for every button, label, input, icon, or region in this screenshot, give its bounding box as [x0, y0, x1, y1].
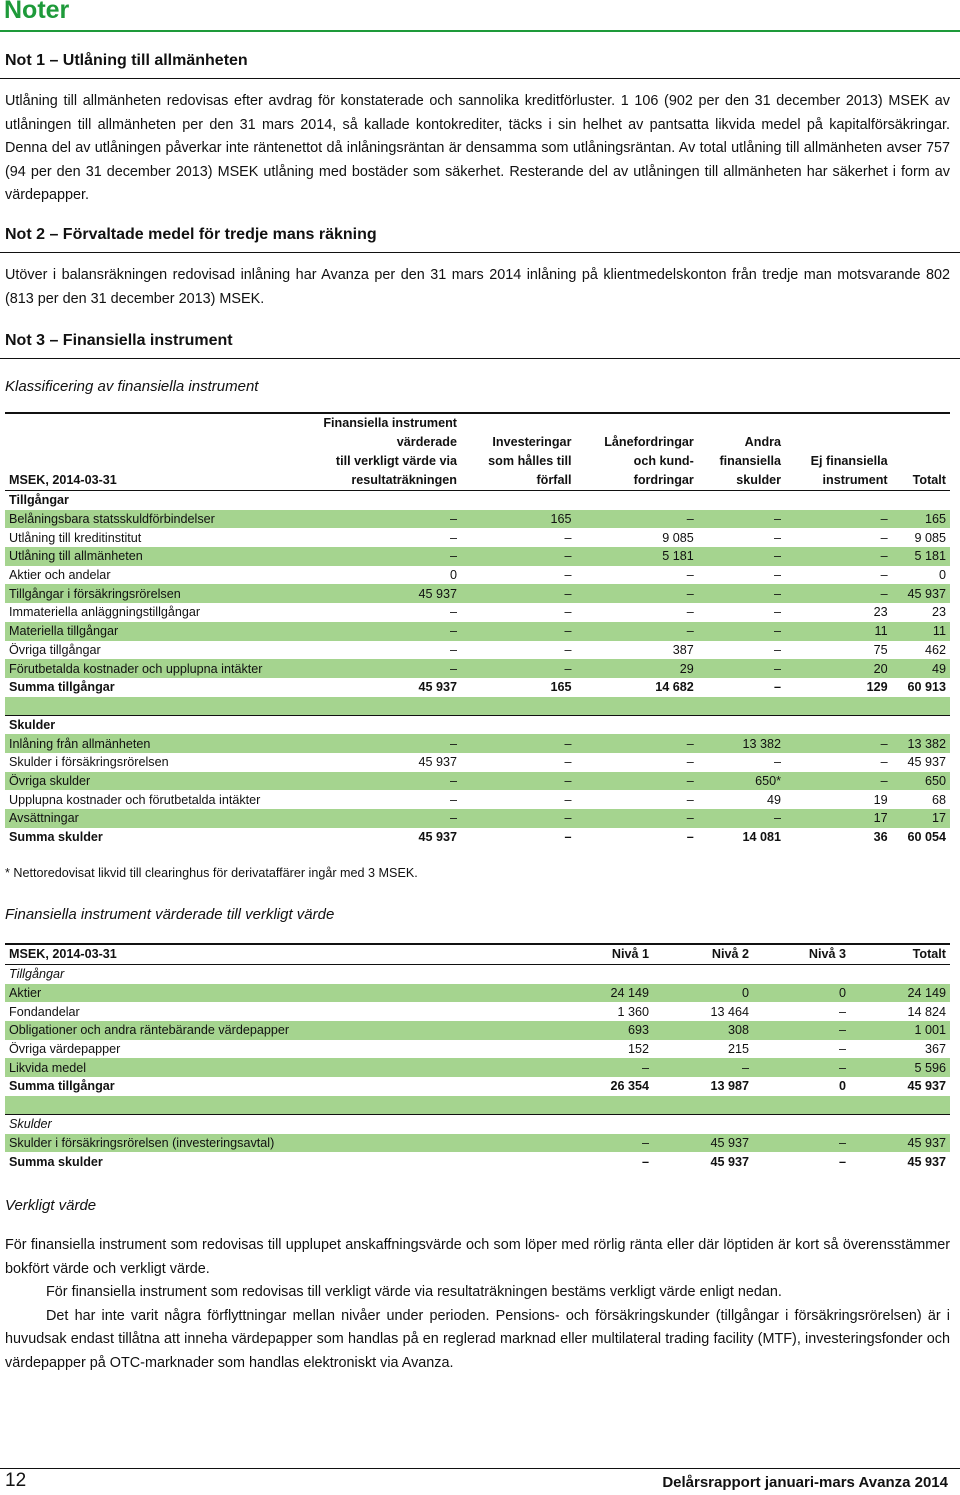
asset-row [5, 1058, 950, 1077]
row-label: Summa skulder [9, 830, 103, 845]
row-value: – [785, 734, 892, 753]
row-value: 650 [892, 772, 950, 791]
row-value: – [564, 755, 572, 770]
row-value: 45 937 [892, 584, 950, 603]
section-label: Skulder [5, 1114, 553, 1133]
row-value: – [575, 772, 697, 791]
row-value: 26 354 [610, 1079, 649, 1094]
row-value: – [564, 792, 572, 807]
table2-date-header: MSEK, 2014-03-31 [5, 944, 553, 965]
row-value: – [575, 584, 697, 603]
row-value: 60 054 [907, 830, 946, 845]
table1-subheading: Klassificering av finansiella instrument [5, 378, 259, 395]
asset-row [5, 566, 950, 585]
row-label: Skulder i försäkringsrörelsen (investeringsavtal) [5, 1134, 553, 1153]
row-label: Fondandelar [9, 1004, 80, 1019]
row-value: – [774, 755, 782, 770]
not1-heading: Not 1 – Utlåning till allmänheten [5, 52, 248, 69]
row-value: – [461, 547, 575, 566]
row-value: 9 085 [662, 530, 694, 545]
fair-value-p1: För finansiella instrument som redovisas till upplupet anskaffningsvärde och som löper med rörlig ränta eller där löptiden är kort så överensstämmer bokfört värde och verkligt värde. [5, 1237, 950, 1277]
row-value: – [283, 510, 461, 529]
section-label: Skulder [5, 715, 283, 734]
row-value: – [564, 530, 572, 545]
row-value: – [838, 1154, 846, 1169]
row-value: 36 [873, 830, 888, 845]
asset-row [5, 1021, 950, 1040]
row-value: – [698, 809, 785, 828]
row-value: 693 [553, 1021, 653, 1040]
row-value: – [564, 830, 572, 845]
row-value: – [686, 755, 694, 770]
row-value: 0 [449, 568, 457, 583]
row-value: 11 [892, 622, 950, 641]
row-value: 165 [892, 510, 950, 529]
row-value: – [283, 622, 461, 641]
row-value: – [449, 642, 457, 657]
footer-rule [0, 1468, 960, 1469]
spacer-row [5, 697, 950, 716]
section-label-row [5, 1114, 950, 1133]
row-value: – [880, 568, 888, 583]
table1-date-header: MSEK, 2014-03-31 [5, 413, 283, 491]
not1-text: Utlåning till allmänheten redovisas efter avdrag för konstaterade och sannolika kreditförluster. 1 106 (902 per den 31 december 2013) MSEK av utlåningen till allmänheten per den 31 mars 2014, så kallade kontokrediter, täcks i sin helhet av pantsatta likvida medel på kapitalförsäkringar. Denna del av utlåningen påverkar inte räntenettot då inlåningsräntan är densamma som utlåningsräntan. Av total utlåning till allmänheten avser 757 (94 per den 31 december 2013) MSEK utlåning med bostäder som säkerhet. Resterande del av utlåningen till allmänheten har säkerhet i form av värdepapper. [5, 93, 950, 203]
not3-heading: Not 3 – Finansiella instrument [5, 332, 233, 349]
fair-value-subheading: Verkligt värde [5, 1197, 97, 1214]
row-value: – [698, 584, 785, 603]
table2-col-level3: Nivå 3 [753, 944, 850, 965]
row-value: 45 937 [418, 680, 457, 695]
row-value: 5 181 [575, 547, 697, 566]
row-value: – [785, 547, 892, 566]
spacer-row [5, 1096, 950, 1115]
classification-table [5, 412, 950, 846]
not2-rule [0, 252, 960, 253]
table1-footnote: * Nettoredovisat likvid till clearinghus för derivataffärer ingår med 3 MSEK. [5, 866, 418, 880]
row-value: 308 [653, 1021, 753, 1040]
liabilities-total-row [5, 1152, 950, 1171]
row-value: – [785, 510, 892, 529]
liabilities-total-row [5, 828, 950, 847]
row-value: 17 [892, 809, 950, 828]
row-value: 0 [838, 1079, 846, 1094]
asset-row [5, 984, 950, 1003]
row-value: 45 937 [418, 755, 457, 770]
row-value: – [653, 1058, 753, 1077]
row-value: 20 [785, 659, 892, 678]
report-name: Delårsrapport januari-mars Avanza 2014 [662, 1474, 948, 1491]
row-value: 0 [653, 984, 753, 1003]
row-value: 13 464 [710, 1004, 749, 1019]
row-value: – [449, 792, 457, 807]
not2-text: Utöver i balansräkningen redovisad inlåning har Avanza per den 31 mars 2014 inlåning på klientmedelskonton från tredje man motsvarande 802 (813 per den 31 december 2013) MSEK. [5, 267, 950, 307]
row-value: 19 [873, 792, 888, 807]
row-label: Materiella tillgångar [5, 622, 283, 641]
fair-value-table [5, 943, 950, 1171]
row-value: 68 [931, 792, 946, 807]
row-value: – [880, 755, 888, 770]
row-label: Obligationer och andra räntebärande värdepapper [5, 1021, 553, 1040]
row-value: – [461, 772, 575, 791]
row-value: 129 [866, 680, 888, 695]
row-value: – [553, 1058, 653, 1077]
row-value: 45 937 [710, 1154, 749, 1169]
table2-subheading: Finansiella instrument värderade till verkligt värde [5, 906, 335, 923]
row-value: – [753, 1058, 850, 1077]
not2-heading: Not 2 – Förvaltade medel för tredje mans räkning [5, 226, 377, 243]
row-value: 165 [461, 510, 575, 529]
table1-col-loans: Lånefordringar och kund- fordringar [575, 413, 697, 491]
row-value: – [838, 1004, 846, 1019]
row-value: – [553, 1134, 653, 1153]
row-value: – [753, 1134, 850, 1153]
row-value: – [564, 642, 572, 657]
row-value: – [575, 809, 697, 828]
row-value: 17 [785, 809, 892, 828]
row-label: Likvida medel [5, 1058, 553, 1077]
row-label: Utlåning till kreditinstitut [9, 530, 142, 545]
row-value: 23 [873, 605, 888, 620]
row-value: 29 [575, 659, 697, 678]
asset-row [5, 510, 950, 529]
row-value: 14 081 [742, 830, 782, 845]
row-value: – [698, 510, 785, 529]
row-value: – [753, 1021, 850, 1040]
row-value: – [461, 622, 575, 641]
title-rule [0, 30, 960, 32]
row-value: – [575, 734, 697, 753]
liability-row [5, 809, 950, 828]
table1-col-fv: Finansiella instrument värderade till verkligt värde via resultaträkningen [283, 413, 461, 491]
row-label: Belåningsbara statsskuldförbindelser [5, 510, 283, 529]
row-value: – [698, 659, 785, 678]
row-value: – [686, 605, 694, 620]
row-value: – [461, 659, 575, 678]
row-label: Tillgångar i försäkringsrörelsen [5, 584, 283, 603]
row-value: – [449, 530, 457, 545]
row-value: 152 [627, 1042, 649, 1057]
row-value: 13 382 [698, 734, 785, 753]
row-value: – [575, 510, 697, 529]
asset-row [5, 1002, 950, 1021]
row-value: 13 382 [892, 734, 950, 753]
asset-row [5, 528, 950, 547]
row-value: – [686, 792, 694, 807]
row-value: – [880, 530, 888, 545]
page-title: Noter [4, 0, 70, 24]
row-label: Förutbetalda kostnader och upplupna intäkter [5, 659, 283, 678]
row-label: Aktier och andelar [9, 568, 111, 583]
liability-row [5, 772, 950, 791]
row-value: – [686, 568, 694, 583]
row-value: 1 360 [617, 1004, 649, 1019]
row-value: 1 001 [850, 1021, 950, 1040]
row-value: – [461, 734, 575, 753]
row-value: 5 596 [850, 1058, 950, 1077]
row-label: Aktier [5, 984, 553, 1003]
row-value: 13 987 [710, 1079, 749, 1094]
asset-row [5, 622, 950, 641]
not3-rule [0, 358, 960, 359]
section-label-row [5, 491, 950, 510]
row-value: 23 [931, 605, 946, 620]
row-value: 9 085 [914, 530, 946, 545]
table2-col-level2: Nivå 2 [653, 944, 753, 965]
liability-row [5, 753, 950, 772]
row-value: 49 [892, 659, 950, 678]
page-number: 12 [5, 1470, 27, 1491]
row-value: 5 181 [892, 547, 950, 566]
assets-total-row [5, 678, 950, 697]
table2-col-level1: Nivå 1 [553, 944, 653, 965]
row-value: 14 824 [907, 1004, 946, 1019]
row-value: 11 [785, 622, 892, 641]
row-value: 49 [767, 792, 782, 807]
row-value: – [698, 622, 785, 641]
row-value: – [283, 809, 461, 828]
row-value: 0 [753, 984, 850, 1003]
row-value: 24 149 [850, 984, 950, 1003]
section-label-row [5, 965, 950, 984]
row-value: 650* [698, 772, 785, 791]
row-value: – [564, 568, 572, 583]
row-label: Övriga värdepapper [9, 1042, 121, 1057]
row-value: – [564, 605, 572, 620]
row-value: 75 [873, 642, 888, 657]
row-value: 367 [924, 1042, 946, 1057]
row-value: 45 937 [850, 1134, 950, 1153]
asset-row [5, 1040, 950, 1059]
row-label: Upplupna kostnader och förutbetalda intäkter [9, 792, 261, 807]
row-value: – [774, 680, 782, 695]
row-value: – [838, 1042, 846, 1057]
row-value: 387 [672, 642, 694, 657]
row-label: Utlåning till allmänheten [5, 547, 283, 566]
asset-row [5, 641, 950, 660]
row-value: 45 937 [283, 584, 461, 603]
asset-row [5, 603, 950, 622]
asset-row [5, 547, 950, 566]
asset-row [5, 659, 950, 678]
row-label: Summa skulder [9, 1154, 103, 1169]
row-value: – [698, 547, 785, 566]
row-label: Övriga skulder [5, 772, 283, 791]
row-value: – [774, 605, 782, 620]
row-value: 24 149 [553, 984, 653, 1003]
row-value: 165 [550, 680, 572, 695]
row-value: – [461, 584, 575, 603]
row-value: 0 [938, 568, 946, 583]
row-value: 45 937 [907, 1154, 946, 1169]
table1-col-total: Totalt [892, 413, 950, 491]
row-value: – [283, 547, 461, 566]
row-value: 45 937 [907, 1079, 946, 1094]
liability-row [5, 790, 950, 809]
row-value: – [774, 568, 782, 583]
table1-col-other-liab: Andra finansiella skulder [698, 413, 785, 491]
row-value: – [575, 622, 697, 641]
section-label-row [5, 715, 950, 734]
row-value: – [461, 809, 575, 828]
row-label: Skulder i försäkringsrörelsen [9, 755, 169, 770]
section-label: Tillgångar [5, 965, 553, 984]
row-label: Inlåning från allmänheten [5, 734, 283, 753]
row-label: Summa tillgångar [9, 1079, 115, 1094]
row-label: Övriga tillgångar [9, 642, 101, 657]
row-value: – [283, 659, 461, 678]
row-value: – [785, 584, 892, 603]
row-label: Summa tillgångar [9, 680, 115, 695]
row-value: 45 937 [653, 1134, 753, 1153]
section-label: Tillgångar [5, 491, 283, 510]
row-value: 462 [924, 642, 946, 657]
row-value: – [641, 1154, 649, 1169]
asset-row [5, 584, 950, 603]
fair-value-p2: För finansiella instrument som redovisas till verkligt värde via resultaträkningen bestäms verkligt värde enligt nedan. [46, 1284, 782, 1300]
assets-total-row [5, 1077, 950, 1096]
row-value: – [785, 772, 892, 791]
row-value: 45 937 [418, 830, 457, 845]
table2-col-total: Totalt [850, 944, 950, 965]
liability-row [5, 734, 950, 753]
fair-value-p3: Det har inte varit några förflyttningar mellan nivåer under perioden. Pensions- och försäkringskunder (tillgångar i försäkringsrörelsen) är i huvudsak endast tillåtna att inneha värdepapper som handlas på en reglerad marknad eller multilateral trading facility (MTF), investeringsfonder och värdepapper på OTC-marknader som handlas elektroniskt via Avanza. [5, 1307, 950, 1371]
row-value: – [283, 772, 461, 791]
row-label: Immateriella anläggningstillgångar [9, 605, 201, 620]
table1-col-nonfin: Ej finansiella instrument [785, 413, 892, 491]
row-value: – [283, 734, 461, 753]
row-value: 45 937 [907, 755, 946, 770]
row-value: 14 682 [655, 680, 694, 695]
row-value: – [774, 530, 782, 545]
row-value: – [774, 642, 782, 657]
row-value: – [449, 605, 457, 620]
row-value: 215 [727, 1042, 749, 1057]
fair-value-text [5, 1234, 950, 1375]
row-value: – [686, 830, 694, 845]
row-label: Avsättningar [5, 809, 283, 828]
not1-rule [0, 78, 960, 79]
table1-col-htm: Investeringar som hålles till förfall [461, 413, 575, 491]
row-value: 60 913 [907, 680, 946, 695]
liability-row [5, 1134, 950, 1153]
